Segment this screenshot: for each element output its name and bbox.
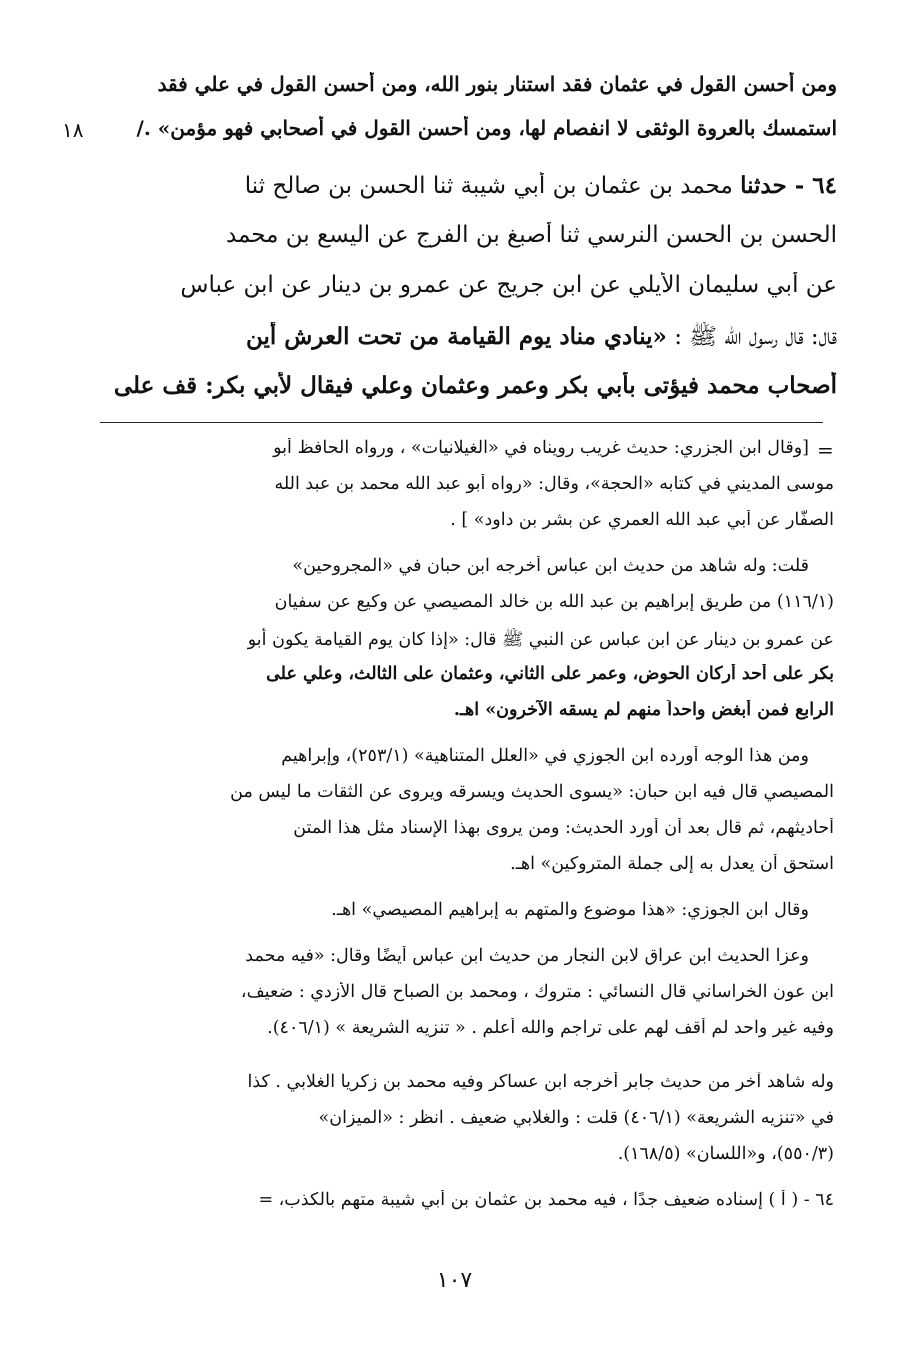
- hadith-lead: ٦٤ - حدثنا: [740, 172, 837, 199]
- hadith-line-4: [95, 322, 837, 356]
- hadith-chain-1: محمد بن عثمان بن أبي شيبة ثنا الحسن بن صالح ثنا: [244, 173, 741, 199]
- footnote-p2-line-2: (١١٦/١) من طريق إبراهيم بن عبد الله بن خالد المصيصي عن وكيع عن سفيان: [274, 592, 834, 612]
- footnote-p2-line-3: عن عمرو بن دينار عن ابن عباس عن النبي ﷺ قال: «إذا كان يوم القيامة يكون أبو: [247, 630, 834, 650]
- footnote-p1-line-3: الصفّار عن أبي عبد الله العمري عن بشر بن داود» ] .: [450, 510, 834, 530]
- footnote-p4-line-1: وقال ابن الجوزي: «هذا موضوع والمتهم به إبراهيم المصيصي» اهـ.: [331, 900, 809, 920]
- margin-number: ١٨: [62, 118, 84, 142]
- page-number: ١٠٧: [436, 1268, 473, 1293]
- top-text-line-1: ومن أحسن القول في عثمان فقد استنار بنور الله، ومن أحسن القول في علي فقد: [157, 72, 837, 96]
- hadith-line-3: عن أبي سليمان الأيلي عن ابن جريج عن عمرو بن دينار عن ابن عباس: [180, 272, 837, 298]
- hadith-line-5: أصحاب محمد فيؤتى بأبي بكر وعمر وعثمان وعلي فيقال لأبي بكر: قف على: [113, 372, 837, 399]
- footnote-p6-line-2: في «تنزيه الشريعة» (٤٠٦/١) قلت : والغلابي ضعيف . انظر : «الميزان»: [318, 1108, 834, 1128]
- footnote-p3-line-4: استحق أن يعدل به إلى جملة المتروكين» اهـ.: [510, 854, 834, 874]
- footnote-p2-line-1: قلت: وله شاهد من حديث ابن عباس أخرجه ابن حبان في «المجروحين»: [292, 556, 809, 576]
- top-text-line-2: استمسك بالعروة الوثقى لا انفصام لها، ومن أحسن القول في أصحابي فهو مؤمن» ./: [136, 116, 837, 140]
- footnote-p1-line-1: [وقال ابن الجزري: حديث غريب رويناه في «الغيلانيات» ، ورواه الحافظ أبو: [273, 438, 809, 458]
- footnote-p2-line-4: بكر على أحد أركان الحوض، وعمر على الثاني، وعثمان على الثالث، وعلي على: [266, 664, 834, 684]
- footnote-p5-line-2: ابن عون الخراساني قال النسائي : متروك ، ومحمد بن الصباح قال الأزدي : ضعيف،: [240, 982, 834, 1002]
- footnote-p6-line-1: وله شاهد آخر من حديث جابر أخرجه ابن عساكر وفيه محمد بن زكريا الغلابي . كذا: [247, 1072, 834, 1092]
- footnote-p7-line-1: ٦٤ - ( أ ) إسناده ضعيف جدًا ، فيه محمد بن عثمان بن أبي شيبة متهم بالكذب، =: [258, 1190, 834, 1210]
- hadith-attribution: قال: قال رسول الله ﷺ :: [666, 324, 837, 350]
- footnote-p5-line-1: وعزا الحديث ابن عراق لابن النجار من حديث ابن عباس أيضًا وقال: «فيه محمد: [245, 946, 809, 966]
- footnote-p3-line-1: ومن هذا الوجه أورده ابن الجوزي في «العلل المتناهية» (٢٥٣/١)، وإبراهيم: [281, 746, 809, 766]
- footnote-p3-line-3: أحاديثهم، ثم قال بعد أن أورد الحديث: ومن يروى بهذا الإسناد مثل هذا المتن: [293, 818, 834, 838]
- footnote-p1-line-2: موسى المديني في كتابه «الحجة»، وقال: «رواه أبو عبد الله محمد بن عبد الله: [274, 474, 834, 494]
- continuation-mark: =: [817, 438, 834, 462]
- hadith-matn-start: «ينادي مناد يوم القيامة من تحت العرش أين: [246, 323, 667, 350]
- footnote-p2-line-5: الرابع فمن أبغض واحداً منهم لم يسقه الآخرون» اهـ.: [453, 700, 834, 720]
- hadith-line-2: الحسن بن الحسن النرسي ثنا أصبغ بن الفرج عن اليسع بن محمد: [225, 222, 837, 248]
- footnote-p3-line-2: المصيصي قال فيه ابن حبان: «يسوى الحديث ويسرقه ويروى عن الثقات ما ليس من: [230, 782, 834, 802]
- footnote-separator: [100, 422, 823, 423]
- footnote-p6-line-3: (٥٥٠/٣)، و«اللسان» (١٦٨/٥).: [617, 1144, 834, 1164]
- hadith-line-1: [95, 172, 837, 199]
- footnote-p5-line-3: وفيه غير واحد لم أقف لهم على تراجم والله أعلم . « تنزيه الشريعة » (٤٠٦/١).: [267, 1018, 834, 1038]
